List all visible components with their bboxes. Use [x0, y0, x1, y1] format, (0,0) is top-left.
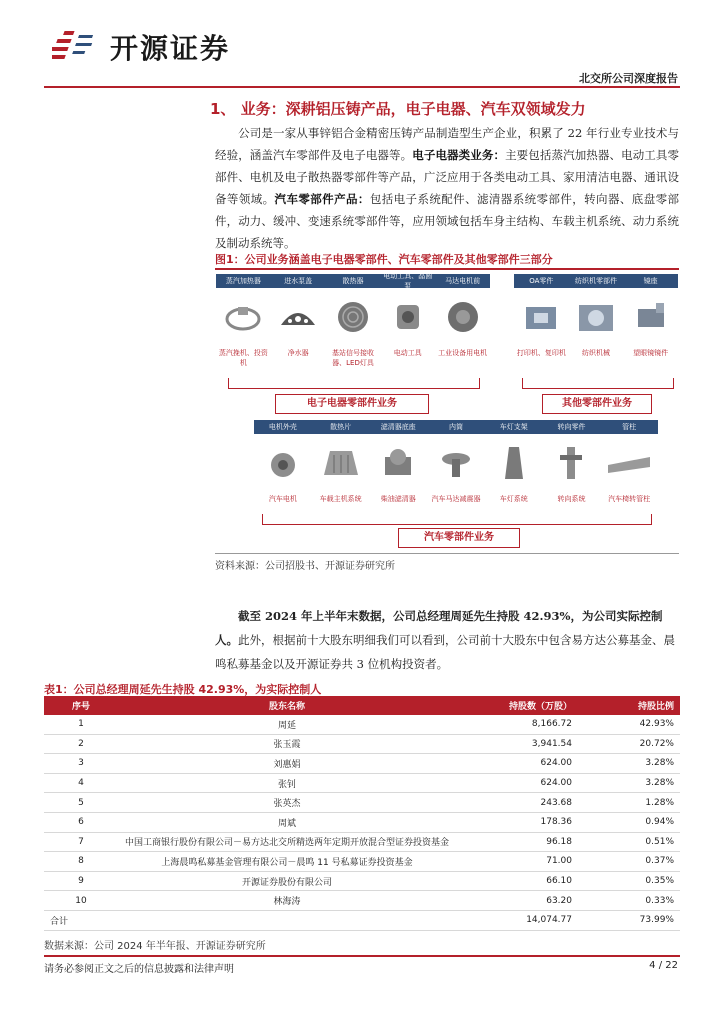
electronic-captions: [216, 346, 490, 370]
row-ratio: 73.99%: [578, 910, 680, 930]
electronic-photos: [216, 288, 490, 346]
lens-mount-part-icon: [626, 299, 676, 335]
filter-base-part-icon: [373, 445, 423, 481]
table-row: [44, 832, 680, 852]
figure-bottom-rule: [215, 553, 679, 554]
row-shares: 8,166.72: [456, 715, 578, 734]
strip-label: 管柱: [622, 423, 637, 431]
holding-paragraph: [215, 604, 679, 676]
para-bold-electronic: 电子电器类业务：: [412, 148, 506, 162]
table-row: [44, 852, 680, 872]
logo-text: 开源证券: [110, 32, 231, 65]
header-index: 序号: [44, 696, 118, 715]
row-ratio: 0.94%: [578, 812, 680, 832]
para-text-c: 主要包括蒸汽加热器、电动工具零部件、电机及电子散热器零部件等产品，广泛应用于各类电动工具、家用清洁电器、通讯设备等领域。: [215, 148, 680, 206]
table-row: [44, 715, 680, 734]
caption: 电动工具: [393, 349, 422, 357]
row-index: 3: [44, 754, 118, 774]
row-holder-name: 开源证券股份有限公司: [118, 871, 456, 891]
fin-part-icon: [316, 445, 366, 481]
electronic-bracket: [228, 378, 480, 389]
row-index: 10: [44, 891, 118, 911]
caption: 汽车电机: [268, 495, 297, 503]
table-source: 数据来源：公司 2024 年半年报、开源证券研究所: [44, 941, 266, 952]
oa-part-icon: [516, 299, 566, 335]
table-row: [44, 773, 680, 793]
electronic-business-label: 电子电器零部件业务: [275, 394, 429, 414]
other-panel: [514, 274, 678, 360]
auto-bracket: [262, 514, 652, 525]
caption: 蒸汽挽机、投资机: [218, 349, 268, 367]
row-holder-name: 中国工商银行股份有限公司－易方达北交所精选两年定期开放混合型证券投资基金: [118, 832, 456, 852]
footer-disclaimer: 请务必参阅正文之后的信息披露和法律声明: [44, 964, 234, 975]
table-title: 表1：公司总经理周延先生持股 42.93%，为实际控制人: [44, 683, 322, 696]
auto-business-label: 汽车零部件业务: [398, 528, 520, 548]
strip-label: OA零件: [529, 277, 554, 285]
row-ratio: 0.37%: [578, 852, 680, 872]
row-ratio: 0.33%: [578, 891, 680, 911]
row-holder-name: 林海涛: [118, 891, 456, 911]
row-holder-name: 上海晨鸣私募基金管理有限公司－晨鸣 11 号私募证券投资基金: [118, 852, 456, 872]
caption: 柴油滤清器: [380, 495, 416, 503]
steering-part-icon: [546, 445, 596, 481]
row-shares: 3,941.54: [456, 734, 578, 754]
table-row: [44, 734, 680, 754]
table-row: [44, 871, 680, 891]
strip-label: 电动工具、晶圆泵: [383, 272, 433, 290]
footer-divider: [44, 955, 680, 957]
row-shares: 14,074.77: [456, 910, 578, 930]
strip-label: 散热器: [342, 277, 364, 285]
strip-label: 蒸汽加热器: [225, 277, 261, 285]
row-index: 4: [44, 773, 118, 793]
row-shares: 66.10: [456, 871, 578, 891]
row-index: 7: [44, 832, 118, 852]
electronic-top-strip: [216, 274, 490, 288]
strip-label: 镜座: [643, 277, 658, 285]
other-photos: [514, 288, 678, 346]
caption: 转向系统: [557, 495, 586, 503]
row-shares: 63.20: [456, 891, 578, 911]
section-title: 1、 业务：深耕铝压铸产品，电子电器、汽车双领域发力: [210, 100, 586, 118]
row-holder-name: 张钊: [118, 773, 456, 793]
para-text-a: 公司是一家从事锌铝合金精密压铸产品制造型生产企业，积累了 22 年行业专业技术与经验，涵盖汽车零部件及电子电器等。: [215, 126, 679, 162]
caption: 汽车椅转管柱: [608, 495, 651, 503]
header-divider: [44, 86, 680, 88]
page-number: 4 / 22: [649, 960, 678, 971]
row-ratio: 3.28%: [578, 773, 680, 793]
business-paragraph: [215, 122, 679, 254]
para-bold-auto: 汽车零部件产品：: [274, 192, 370, 206]
row-holder-name: 周斌: [118, 812, 456, 832]
textile-part-icon: [571, 299, 621, 335]
row-holder-name: 周延: [118, 715, 456, 734]
motor-shell-part-icon: [258, 445, 308, 481]
heat-sink-part-icon: [328, 299, 378, 335]
figure-title: 图1：公司业务涵盖电子电器零部件、汽车零部件及其他零部件三部分: [215, 253, 553, 266]
row-ratio: 20.72%: [578, 734, 680, 754]
caption: 工业设备用电机: [438, 349, 488, 357]
row-index: 2: [44, 734, 118, 754]
strip-label: 纺织机零部件: [575, 277, 617, 285]
holding-bold: 截至 2024 年上半年末数据，公司总经理周延先生持股 42.93%，为公司实际控制人。: [215, 609, 663, 647]
row-index: 6: [44, 812, 118, 832]
row-index: 9: [44, 871, 118, 891]
caption: 净水器: [287, 349, 309, 357]
strip-label: 车灯支架: [499, 423, 528, 431]
row-index: 8: [44, 852, 118, 872]
figure-source: 资料来源：公司招股书、开源证券研究所: [215, 561, 395, 572]
strip-label: 内筒: [449, 423, 464, 431]
row-ratio: 0.35%: [578, 871, 680, 891]
tool-part-icon: [383, 299, 433, 335]
other-bracket: [522, 378, 674, 389]
other-top-strip: [514, 274, 678, 288]
caption: 望眼镜镜件: [633, 349, 669, 357]
motor-housing-part-icon: [438, 299, 488, 335]
row-shares: 624.00: [456, 754, 578, 774]
table-row: [44, 754, 680, 774]
strip-label: 电机外壳: [268, 423, 297, 431]
row-index: 1: [44, 715, 118, 734]
row-holder-name: 刘惠娟: [118, 754, 456, 774]
header-name: 股东名称: [118, 696, 456, 715]
column-part-icon: [604, 445, 654, 481]
auto-top-strip: [254, 420, 658, 434]
header-ratio: 持股比例: [578, 696, 680, 715]
header-shares: 持股数（万股）: [456, 696, 578, 715]
row-shares: 243.68: [456, 793, 578, 813]
table-row: [44, 910, 680, 930]
row-ratio: 42.93%: [578, 715, 680, 734]
row-index: 合计: [44, 910, 118, 930]
pump-cover-part-icon: [273, 299, 323, 335]
strip-label: 滤清器底座: [380, 423, 416, 431]
strip-label: 转向零件: [557, 423, 586, 431]
row-holder-name: 张玉霞: [118, 734, 456, 754]
row-ratio: 0.51%: [578, 832, 680, 852]
row-index: 5: [44, 793, 118, 813]
inner-tube-part-icon: [431, 445, 481, 481]
row-shares: 624.00: [456, 773, 578, 793]
caption: 打印机、复印机: [516, 349, 566, 357]
row-shares: 96.18: [456, 832, 578, 852]
figure-top-rule: [215, 268, 679, 270]
auto-panel: [254, 420, 658, 506]
lamp-bracket-part-icon: [489, 445, 539, 481]
caption: 车载主机系统: [319, 495, 362, 503]
row-shares: 71.00: [456, 852, 578, 872]
electronic-panel: [216, 274, 490, 370]
row-ratio: 1.28%: [578, 793, 680, 813]
brand-logo: [52, 26, 272, 68]
logo-mark-icon: [52, 27, 104, 67]
caption: 纺织机械: [582, 349, 610, 357]
caption: 基站信号接收器、LED灯具: [331, 349, 374, 367]
auto-captions: [254, 492, 658, 506]
holding-rest: 此外，根据前十大股东明细我们可以看到，公司前十大股东中包含易方达公募基金、晨鸣私募基金以及开源证券共 3 位机构投资者。: [215, 633, 675, 671]
shareholder-table: [44, 696, 680, 931]
report-type: 北交所公司深度报告: [579, 72, 678, 85]
steam-heater-part-icon: [218, 299, 268, 335]
strip-label: 散热片: [330, 423, 352, 431]
strip-label: 进水泵盖: [284, 277, 313, 285]
row-ratio: 3.28%: [578, 754, 680, 774]
caption: 汽车马达减震器: [431, 495, 481, 503]
other-business-label: 其他零部件业务: [542, 394, 652, 414]
row-holder-name: [118, 910, 456, 930]
row-holder-name: 张英杰: [118, 793, 456, 813]
table-row: [44, 812, 680, 832]
caption: 车灯系统: [499, 495, 528, 503]
row-shares: 178.36: [456, 812, 578, 832]
para-text-e: 包括电子系统配件、滤清器系统零部件，转向器、底盘零部件，动力、缓冲、变速系统零部件等，应用领域包括车身主结构、车载主机系统、动力系统及制动系统等。: [215, 192, 680, 250]
strip-label: 马达电机前: [445, 277, 481, 285]
table-header-row: [44, 696, 680, 715]
table-row: [44, 891, 680, 911]
table-row: [44, 793, 680, 813]
other-captions: [514, 346, 678, 360]
auto-photos: [254, 434, 658, 492]
